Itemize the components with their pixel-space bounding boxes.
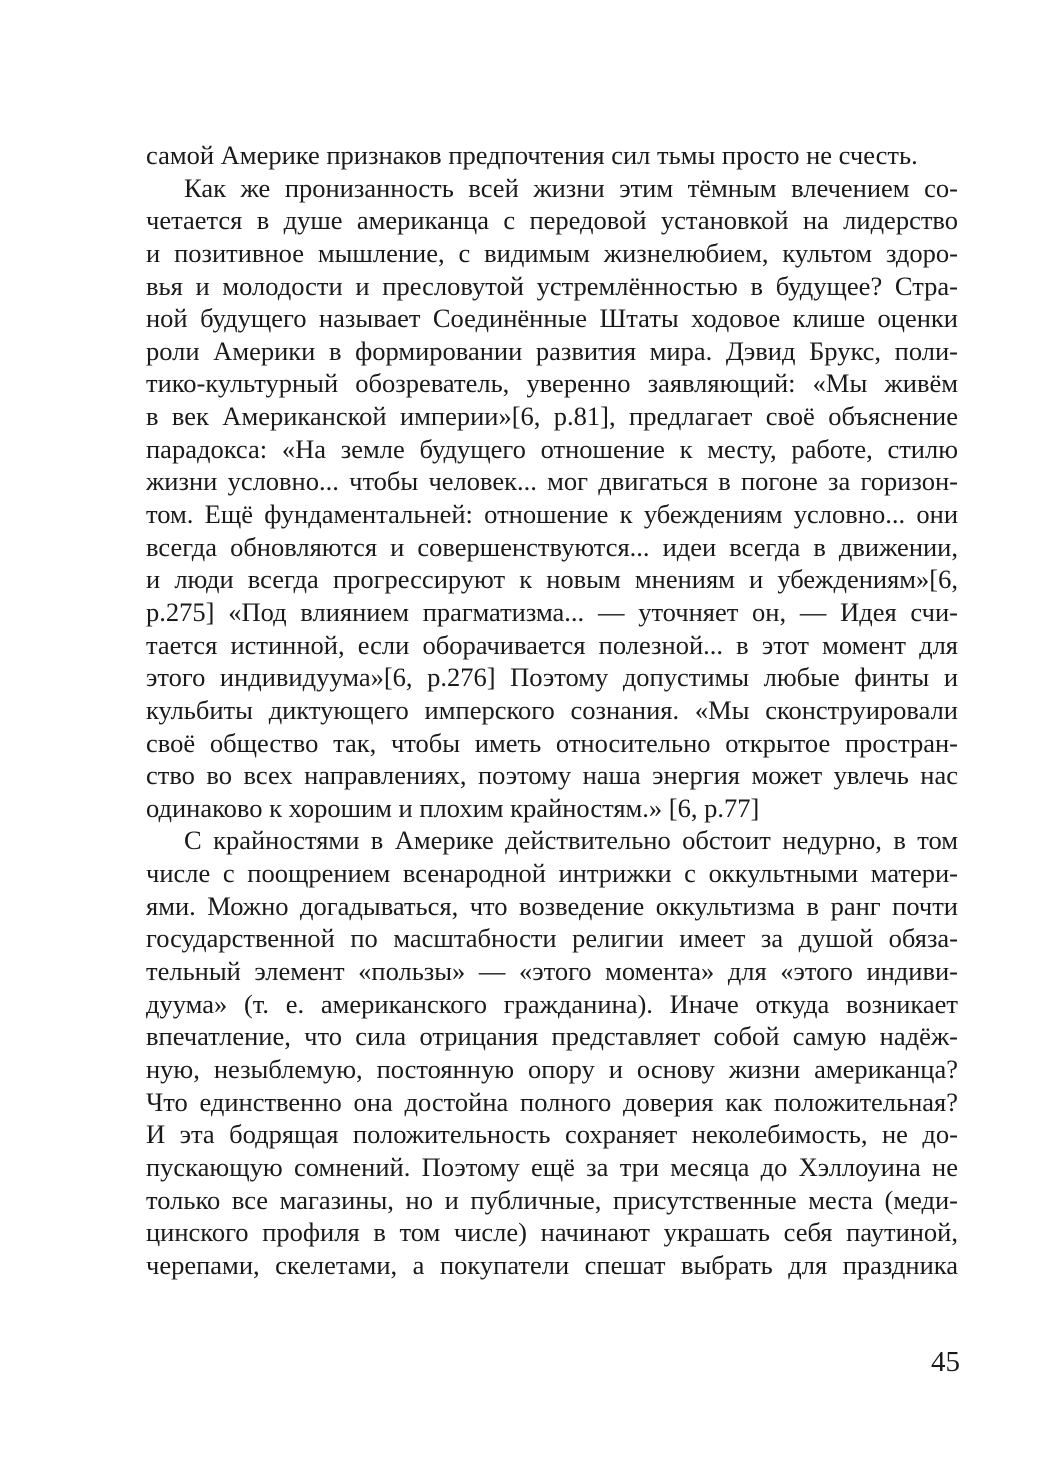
text-line: ную, незыблемую, постоянную опору и основу жизни американца? — [146, 1053, 958, 1084]
text-line: тельный элемент «пользы» — «этого момента» для «этого индиви- — [146, 956, 958, 987]
text-line: Что единственно она достойна полного доверия как положительная? — [146, 1086, 958, 1117]
text-line: только все магазины, но и публичные, присутственные места (меди- — [146, 1184, 958, 1215]
text-line: p.275] «Под влиянием прагматизма... — уточняет он, — Идея счи- — [146, 596, 958, 627]
text-line: одинаково к хорошим и плохим крайностям.» [6, p.77] — [146, 792, 760, 823]
text-line: С крайностями в Америке действительно обстоит недурно, в том — [184, 825, 958, 856]
text-line: своё общество так, чтобы иметь относительно открытое простран- — [146, 727, 958, 758]
text-line: ство во всех направлениях, поэтому наша энергия может увлечь нас — [146, 760, 958, 791]
text-line: всегда обновляются и совершенствуются... идеи всегда в движении, — [146, 531, 958, 562]
text-line: тико-культурный обозреватель, уверенно заявляющий: «Мы живём — [146, 368, 958, 399]
text-line: и люди всегда прогрессируют к новым мнениям и убеждениям»[6, — [146, 564, 958, 595]
text-line: самой Америке признаков предпочтения сил тьмы просто не счесть. — [146, 140, 918, 170]
text-line: дуума» (т. е. американского гражданина). Иначе откуда возникает — [146, 988, 958, 1019]
text-line: числе с поощрением всенародной интрижки с оккультными матери- — [146, 858, 958, 889]
text-line: четается в душе американца с передовой установкой на лидерство — [146, 205, 958, 236]
text-line: государственной по масштабности религии имеет за душой обяза- — [146, 923, 958, 954]
text-line: жизни условно... чтобы человек... мог двигаться в погоне за горизон- — [146, 466, 958, 497]
text-line: и позитивное мышление, с видимым жизнелюбием, культом здоро- — [146, 237, 958, 268]
text-line: тается истинной, если оборачивается полезной... в этот момент для — [146, 629, 958, 660]
text-line: ной будущего называет Соединённые Штаты ходовое клише оценки — [146, 303, 958, 334]
text-line: впечатление, что сила отрицания представляет собой самую надёж- — [146, 1021, 958, 1052]
text-line: том. Ещё фундаментальней: отношение к убеждениям условно... они — [146, 499, 958, 530]
page-number: 45 — [931, 1346, 960, 1378]
text-line: И эта бодрящая положительность сохраняет неколебимость, не до- — [146, 1119, 958, 1150]
text-line: парадокса: «На земле будущего отношение к месту, работе, стилю — [146, 433, 958, 464]
text-line: вья и молодости и пресловутой устремлённостью в будущее? Стра- — [146, 270, 958, 301]
text-line: Как же пронизанность всей жизни этим тёмным влечением со- — [184, 172, 958, 203]
body-text — [146, 139, 958, 1281]
text-line: черепами, скелетами, а покупатели спешат выбрать для праздника — [146, 1249, 958, 1280]
text-line: в век Американской империи»[6, p.81], предлагает своё объяснение — [146, 401, 958, 432]
text-line: ями. Можно догадываться, что возведение оккультизма в ранг почти — [146, 890, 958, 921]
text-line: этого индивидуума»[6, p.276] Поэтому допустимы любые финты и — [146, 662, 958, 693]
text-line: кульбиты диктующего имперского сознания. «Мы сконструировали — [146, 694, 958, 725]
text-line: роли Америки в формировании развития мира. Дэвид Брукс, поли- — [146, 335, 958, 366]
text-line: пускающую сомнений. Поэтому ещё за три месяца до Хэллоуина не — [146, 1151, 958, 1182]
text-line: цинского профиля в том числе) начинают украшать себя паутиной, — [146, 1217, 958, 1248]
